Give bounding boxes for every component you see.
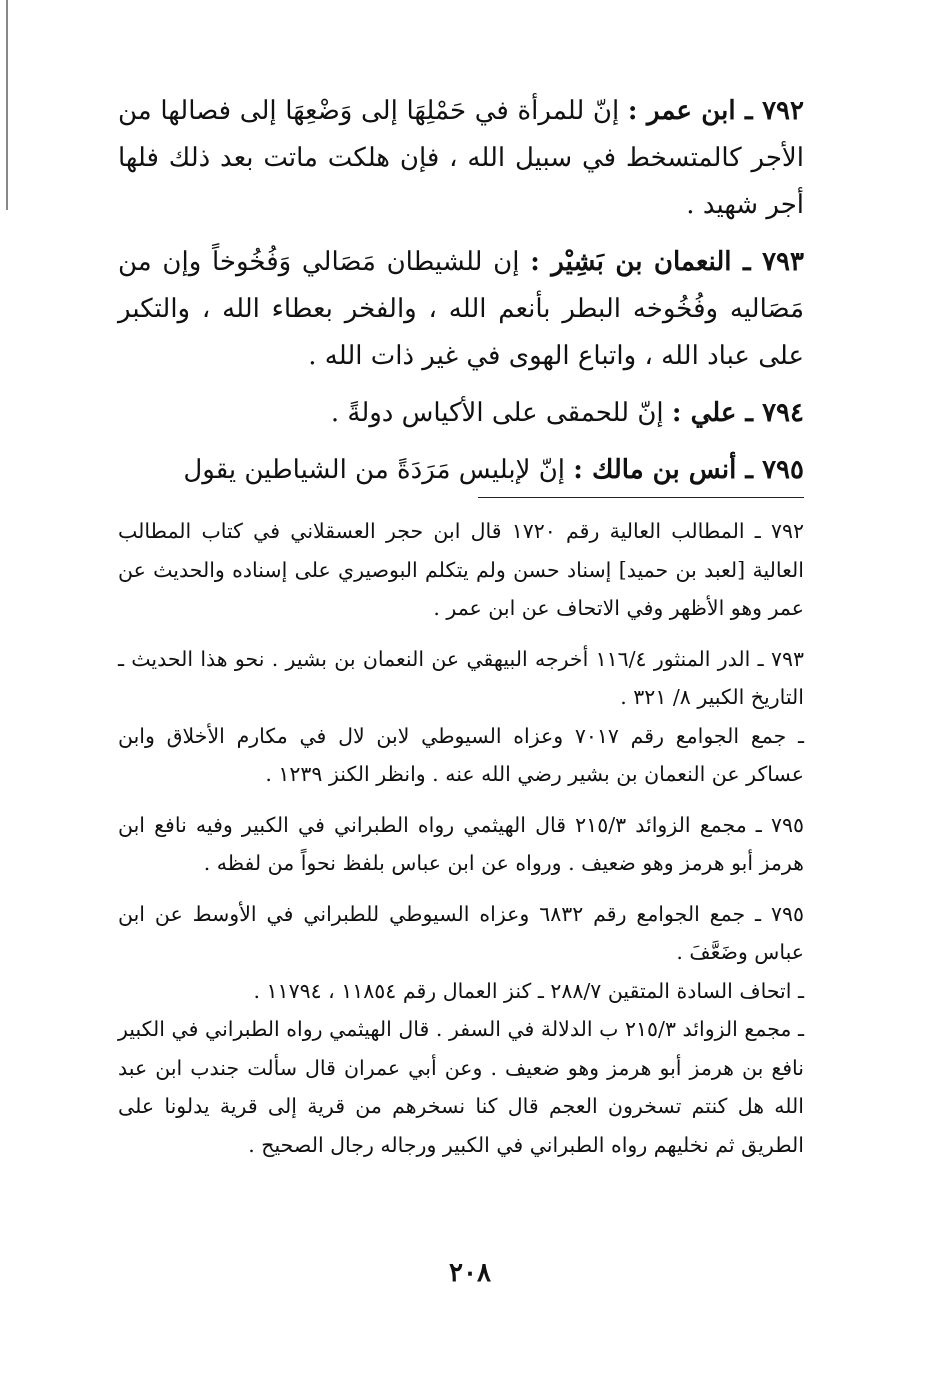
entry-heading: ٧٩٣ ـ النعمان بن بَشِيْر : <box>530 247 804 277</box>
footnote-795-majma-2: ـ مجمع الزوائد ٢١٥/٣ ب الدلالة في السفر . قال الهيثمي رواه الطبراني في الكبير نافع بن هرمز أبو هرمز وهو ضعيف . وعن أبي عمران قال سألت جندب ابن عبد الله هل كنتم تسخرون العجم قال كنا نسخرهم من قرية إلى قرية يدلونا على الطريق ثم نخليهم رواه الطبراني في الكبير ورجاله رجال الصحيح . <box>118 1017 804 1157</box>
footnote-divider <box>478 497 804 498</box>
entry-heading: ٧٩٤ ـ علي : <box>671 398 804 428</box>
footnote-795-majma: ٧٩٥ ـ مجمع الزوائد ٢١٥/٣ قال الهيثمي رواه الطبراني في الكبير وفيه نافع ابن هرمز أبو هرمز وهو ضعيف . ورواه عن ابن عباس بلفظ نحواً من لفظه . <box>118 812 804 875</box>
entry-792 <box>118 88 804 229</box>
footnote-795-jam: ٧٩٥ ـ جمع الجوامع رقم ٦٨٣٢ وعزاه السيوطي للطبراني في الأوسط عن ابن عباس وضَعَّفَ . <box>118 901 804 964</box>
page-number: ٢٠٨ <box>449 1258 491 1288</box>
main-text <box>118 88 804 494</box>
page-edge-line <box>6 0 8 210</box>
entry-795 <box>118 447 804 494</box>
footnotes <box>118 512 804 1164</box>
entry-793 <box>118 239 804 380</box>
footnote-792: ٧٩٢ ـ المطالب العالية رقم ١٧٢٠ قال ابن حجر العسقلاني في كتاب المطالب العالية [لعبد بن حميد] إسناد حسن ولم يتكلم البوصيري على إسناده والحديث عن عمر وهو الأظهر وفي الاتحاف عن ابن عمر . <box>118 519 804 620</box>
entry-heading: ٧٩٥ ـ أنس بن مالك : <box>573 455 804 485</box>
entry-794 <box>118 390 804 437</box>
footnote-793: ٧٩٣ ـ الدر المنثور ١١٦/٤ أخرجه البيهقي عن النعمان بن بشير . نحو هذا الحديث ـ التاريخ الكبير ٨/ ٣٢١ . <box>118 646 804 709</box>
entry-body: إنّ للمرأة في حَمْلِهَا إلى وَضْعِهَا إلى فصالها من الأجر كالمتسخط في سبيل الله ، فإن هلكت ماتت بعد ذلك فلها أجر شهيد . <box>118 96 804 220</box>
entry-body: إنّ للحمقى على الأكياس دولةً . <box>330 398 672 428</box>
entry-body: إنّ لإبليس مَرَدَةً من الشياطين يقول <box>183 455 574 485</box>
entry-heading: ٧٩٢ ـ ابن عمر : <box>627 96 804 126</box>
footnote-795-ithaf: ـ اتحاف السادة المتقين ٢٨٨/٧ ـ كنز العمال رقم ١١٨٥٤ ، ١١٧٩٤ . <box>253 978 804 1003</box>
footnote-793-continued: ـ جمع الجوامع رقم ٧٠١٧ وعزاه السيوطي لابن لال في مكارم الأخلاق وابن عساكر عن النعمان بن بشير رضي الله عنه . وانظر الكنز ١٢٣٩ . <box>118 723 804 786</box>
entry-body: إن للشيطان مَصَالي وَفُخُوخاً وإن من مَصَاليه وفُخُوخه البطر بأنعم الله ، والفخر بعطاء الله ، والتكبر على عباد الله ، واتباع الهوى في غير ذات الله . <box>118 247 804 371</box>
